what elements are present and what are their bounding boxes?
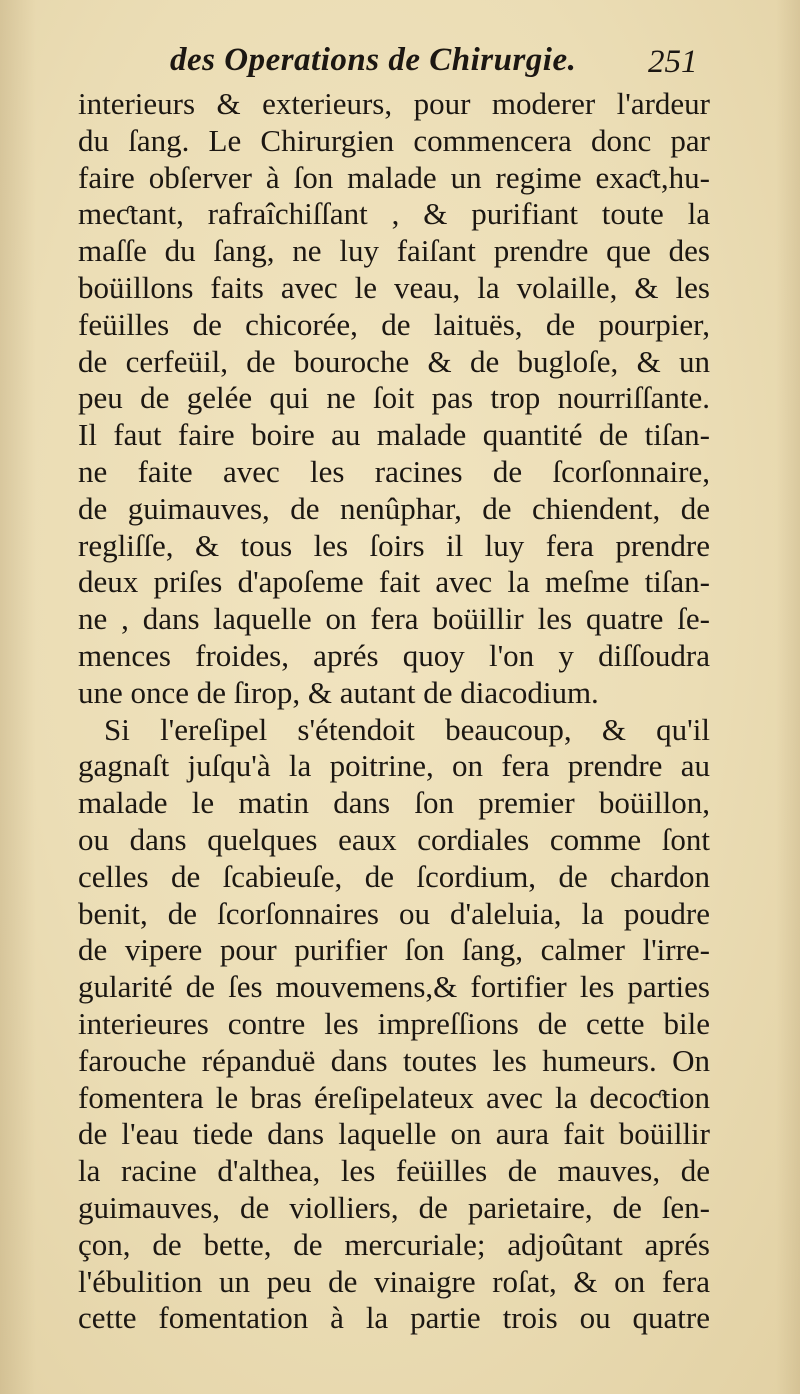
text-line: Si l'ereſipel s'étendoit beaucoup, & qu'il bbox=[104, 711, 710, 747]
page-number: 251 bbox=[648, 44, 698, 80]
text-line: l'ébulition un peu de vinaigre roſat, & on fera bbox=[78, 1263, 710, 1299]
text-line: peu de gelée qui ne ſoit pas trop nourriſſante. bbox=[78, 380, 710, 416]
text-line: boüillons faits avec le veau, la volaille, & les bbox=[78, 269, 710, 305]
text-line: ne , dans laquelle on fera boüillir les quatre ſe- bbox=[78, 601, 710, 637]
text-line: malade le matin dans ſon premier boüillon, bbox=[78, 785, 710, 821]
text-line: regliſſe, & tous les ſoirs il luy fera prendre bbox=[78, 527, 710, 563]
text-line: meƈtant, rafraîchiſſant , & purifiant toute la bbox=[78, 196, 710, 232]
text-line: guimauves, de violliers, de parietaire, de ſen- bbox=[78, 1189, 710, 1225]
text-line: benit, de ſcorſonnaires ou d'aleluia, la poudre bbox=[78, 895, 710, 931]
text-line: çon, de bette, de mercuriale; adjoûtant aprés bbox=[78, 1226, 710, 1262]
text-line: de guimauves, de nenûphar, de chiendent, de bbox=[78, 490, 710, 526]
page-gutter-shadow bbox=[0, 0, 36, 1394]
text-line: maſſe du ſang, ne luy faiſant prendre que des bbox=[78, 233, 710, 269]
text-line: interieures contre les impreſſions de cette bile bbox=[78, 1005, 710, 1041]
text-line: Il faut faire boire au malade quantité de tiſan- bbox=[78, 417, 710, 453]
text-line: gularité de ſes mouvemens,& fortifier les parties bbox=[78, 969, 710, 1005]
text-line: farouche répanduë dans toutes les humeurs. On bbox=[78, 1042, 710, 1078]
text-line: de cerfeüil, de bouroche & de bugloſe, & un bbox=[78, 343, 710, 379]
text-line: feüilles de chicorée, de laituës, de pourpier, bbox=[78, 306, 710, 342]
text-line: faire obſerver à ſon malade un regime exaƈt,hu- bbox=[78, 159, 710, 195]
text-line: la racine d'althea, les feüilles de mauves, de bbox=[78, 1153, 710, 1189]
text-line: celles de ſcabieuſe, de ſcordium, de chardon bbox=[78, 858, 710, 894]
paragraph bbox=[78, 86, 710, 712]
text-line: ou dans quelques eaux cordiales comme ſont bbox=[78, 821, 710, 857]
text-line: mences froides, aprés quoy l'on y diſſoudra bbox=[78, 637, 710, 673]
paragraph bbox=[78, 712, 710, 1338]
text-line: interieurs & exterieurs, pour moderer l'ardeur bbox=[78, 86, 710, 121]
page-edge-shadow bbox=[776, 0, 800, 1394]
body-text bbox=[78, 86, 710, 1337]
text-line: de vipere pour purifier ſon ſang, calmer l'irre- bbox=[78, 932, 710, 968]
running-title: des Operations de Chirurgie. bbox=[170, 42, 577, 78]
text-line: une once de ſirop, & autant de diacodium. bbox=[78, 674, 599, 710]
text-line: ne faite avec les racines de ſcorſonnaire, bbox=[78, 453, 710, 489]
text-line: fomentera le bras éreſipelateux avec la decoƈtion bbox=[78, 1079, 710, 1115]
text-line: du ſang. Le Chirurgien commencera donc par bbox=[78, 122, 710, 158]
text-line: de l'eau tiede dans laquelle on aura fait boüillir bbox=[78, 1116, 710, 1152]
text-line: gagnaſt juſqu'à la poitrine, on fera prendre au bbox=[78, 748, 710, 784]
text-line: deux priſes d'apoſeme fait avec la meſme tiſan- bbox=[78, 564, 710, 600]
text-line: cette fomentation à la partie trois ou quatre bbox=[78, 1300, 710, 1336]
